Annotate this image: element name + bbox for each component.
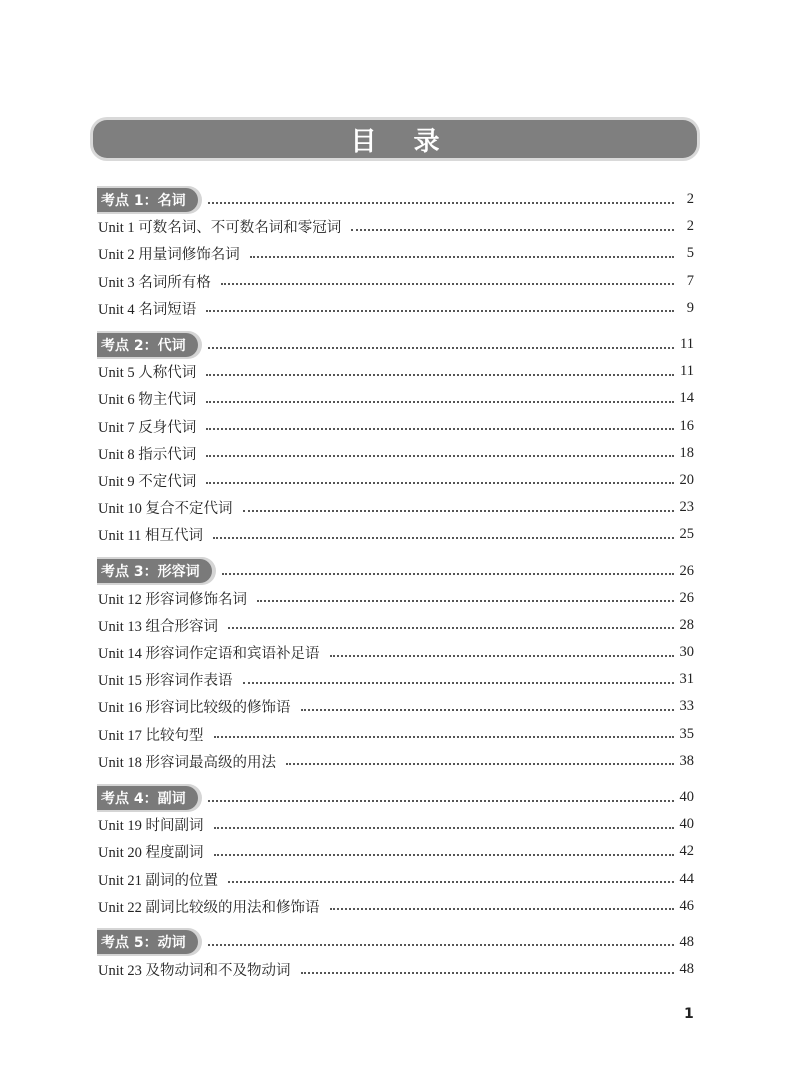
unit-page: 31 bbox=[679, 671, 694, 688]
section-page: 2 bbox=[686, 191, 694, 208]
unit-label: Unit 15 形容词作表语 bbox=[98, 673, 233, 690]
unit-label: Unit 5 人称代词 bbox=[98, 365, 197, 382]
unit-row[interactable] bbox=[95, 585, 694, 612]
unit-row[interactable] bbox=[95, 748, 694, 775]
unit-row[interactable] bbox=[95, 494, 694, 521]
unit-page: 33 bbox=[679, 698, 694, 715]
section-heading-row[interactable] bbox=[95, 186, 694, 213]
unit-row[interactable] bbox=[95, 521, 694, 548]
dot-leader bbox=[208, 347, 674, 349]
unit-label: Unit 9 不定代词 bbox=[98, 473, 197, 490]
section-heading-row[interactable] bbox=[95, 331, 694, 358]
unit-page: 18 bbox=[679, 444, 694, 461]
unit-label: Unit 18 形容词最高级的用法 bbox=[98, 754, 277, 771]
dot-leader bbox=[351, 229, 674, 231]
unit-label: Unit 12 形容词修饰名词 bbox=[98, 591, 248, 608]
unit-label: Unit 23 及物动词和不及物动词 bbox=[98, 963, 291, 980]
unit-page: 40 bbox=[679, 816, 694, 833]
unit-label: Unit 1 可数名词、不可数名词和零冠词 bbox=[98, 220, 342, 237]
section-label: 考点 4：副词 bbox=[97, 786, 198, 810]
unit-page: 2 bbox=[686, 218, 694, 235]
dot-leader bbox=[214, 827, 674, 829]
section-heading-row[interactable] bbox=[95, 784, 694, 811]
dot-leader bbox=[206, 401, 673, 403]
dot-leader bbox=[213, 537, 674, 539]
unit-row[interactable] bbox=[95, 811, 694, 838]
dot-leader bbox=[214, 854, 674, 856]
toc-title-bar bbox=[93, 120, 697, 158]
unit-row[interactable] bbox=[95, 639, 694, 666]
unit-label: Unit 19 时间副词 bbox=[98, 818, 204, 835]
dot-leader bbox=[301, 709, 674, 711]
unit-label: Unit 21 副词的位置 bbox=[98, 872, 219, 889]
dot-leader bbox=[250, 256, 674, 258]
page-number: 1 bbox=[684, 1006, 694, 1022]
dot-leader bbox=[206, 310, 674, 312]
toc-section bbox=[95, 929, 694, 983]
unit-label: Unit 7 反身代词 bbox=[98, 419, 197, 436]
unit-label: Unit 11 相互代词 bbox=[98, 528, 203, 545]
section-heading-row[interactable] bbox=[95, 557, 694, 584]
unit-page: 26 bbox=[679, 589, 694, 606]
unit-page: 20 bbox=[679, 471, 694, 488]
unit-row[interactable] bbox=[95, 467, 694, 494]
section-heading-row[interactable] bbox=[95, 929, 694, 956]
dot-leader bbox=[206, 428, 673, 430]
toc-section bbox=[95, 331, 694, 549]
dot-leader bbox=[208, 800, 674, 802]
unit-label: Unit 16 形容词比较级的修饰语 bbox=[98, 700, 291, 717]
unit-row[interactable] bbox=[95, 666, 694, 693]
dot-leader bbox=[222, 573, 674, 575]
toc-section bbox=[95, 557, 694, 775]
unit-label: Unit 14 形容词作定语和宾语补足语 bbox=[98, 646, 320, 663]
dot-leader bbox=[228, 627, 673, 629]
unit-row[interactable] bbox=[95, 213, 694, 240]
unit-row[interactable] bbox=[95, 721, 694, 748]
unit-row[interactable] bbox=[95, 866, 694, 893]
unit-label: Unit 4 名词短语 bbox=[98, 301, 197, 318]
unit-page: 25 bbox=[679, 526, 694, 543]
dot-leader bbox=[206, 482, 673, 484]
toc-title: 目 录 bbox=[350, 126, 454, 157]
unit-label: Unit 20 程度副词 bbox=[98, 845, 204, 862]
dot-leader bbox=[243, 682, 674, 684]
unit-row[interactable] bbox=[95, 893, 694, 920]
unit-row[interactable] bbox=[95, 956, 694, 983]
section-page: 40 bbox=[679, 789, 694, 806]
unit-page: 16 bbox=[679, 417, 694, 434]
unit-row[interactable] bbox=[95, 413, 694, 440]
section-label: 考点 2：代词 bbox=[97, 333, 198, 357]
unit-row[interactable] bbox=[95, 612, 694, 639]
toc-section bbox=[95, 186, 694, 322]
unit-page: 5 bbox=[686, 245, 694, 262]
dot-leader bbox=[330, 908, 674, 910]
dot-leader bbox=[208, 202, 674, 204]
unit-row[interactable] bbox=[95, 268, 694, 295]
dot-leader bbox=[206, 455, 673, 457]
unit-page: 9 bbox=[686, 299, 694, 316]
dot-leader bbox=[301, 972, 674, 974]
unit-label: Unit 8 指示代词 bbox=[98, 446, 197, 463]
unit-label: Unit 10 复合不定代词 bbox=[98, 501, 233, 518]
unit-page: 46 bbox=[679, 897, 694, 914]
unit-page: 28 bbox=[679, 616, 694, 633]
unit-page: 14 bbox=[679, 390, 694, 407]
section-page: 26 bbox=[679, 562, 694, 579]
dot-leader bbox=[221, 283, 674, 285]
unit-page: 11 bbox=[680, 363, 694, 380]
section-label: 考点 1：名词 bbox=[97, 188, 198, 212]
unit-row[interactable] bbox=[95, 693, 694, 720]
unit-row[interactable] bbox=[95, 295, 694, 322]
toc-section bbox=[95, 784, 694, 920]
unit-page: 48 bbox=[679, 961, 694, 978]
unit-label: Unit 17 比较句型 bbox=[98, 727, 204, 744]
dot-leader bbox=[206, 374, 674, 376]
section-page: 11 bbox=[680, 336, 694, 353]
section-page: 48 bbox=[679, 933, 694, 950]
unit-page: 42 bbox=[679, 843, 694, 860]
unit-label: Unit 3 名词所有格 bbox=[98, 274, 211, 291]
unit-page: 38 bbox=[679, 752, 694, 769]
unit-row[interactable] bbox=[95, 838, 694, 865]
section-label: 考点 5：动词 bbox=[97, 930, 198, 954]
unit-page: 35 bbox=[679, 725, 694, 742]
dot-leader bbox=[243, 510, 674, 512]
unit-row[interactable] bbox=[95, 240, 694, 267]
dot-leader bbox=[257, 600, 673, 602]
table-of-contents bbox=[95, 186, 694, 992]
dot-leader bbox=[208, 944, 674, 946]
unit-page: 7 bbox=[686, 272, 694, 289]
unit-label: Unit 13 组合形容词 bbox=[98, 618, 219, 635]
dot-leader bbox=[214, 736, 674, 738]
unit-label: Unit 6 物主代词 bbox=[98, 392, 197, 409]
unit-page: 30 bbox=[679, 644, 694, 661]
unit-page: 44 bbox=[679, 870, 694, 887]
unit-label: Unit 2 用量词修饰名词 bbox=[98, 247, 240, 264]
unit-row[interactable] bbox=[95, 440, 694, 467]
unit-label: Unit 22 副词比较级的用法和修饰语 bbox=[98, 899, 320, 916]
dot-leader bbox=[286, 763, 673, 765]
unit-row[interactable] bbox=[95, 385, 694, 412]
dot-leader bbox=[330, 655, 674, 657]
unit-row[interactable] bbox=[95, 358, 694, 385]
unit-page: 23 bbox=[679, 499, 694, 516]
section-label: 考点 3：形容词 bbox=[97, 559, 212, 583]
dot-leader bbox=[228, 881, 673, 883]
